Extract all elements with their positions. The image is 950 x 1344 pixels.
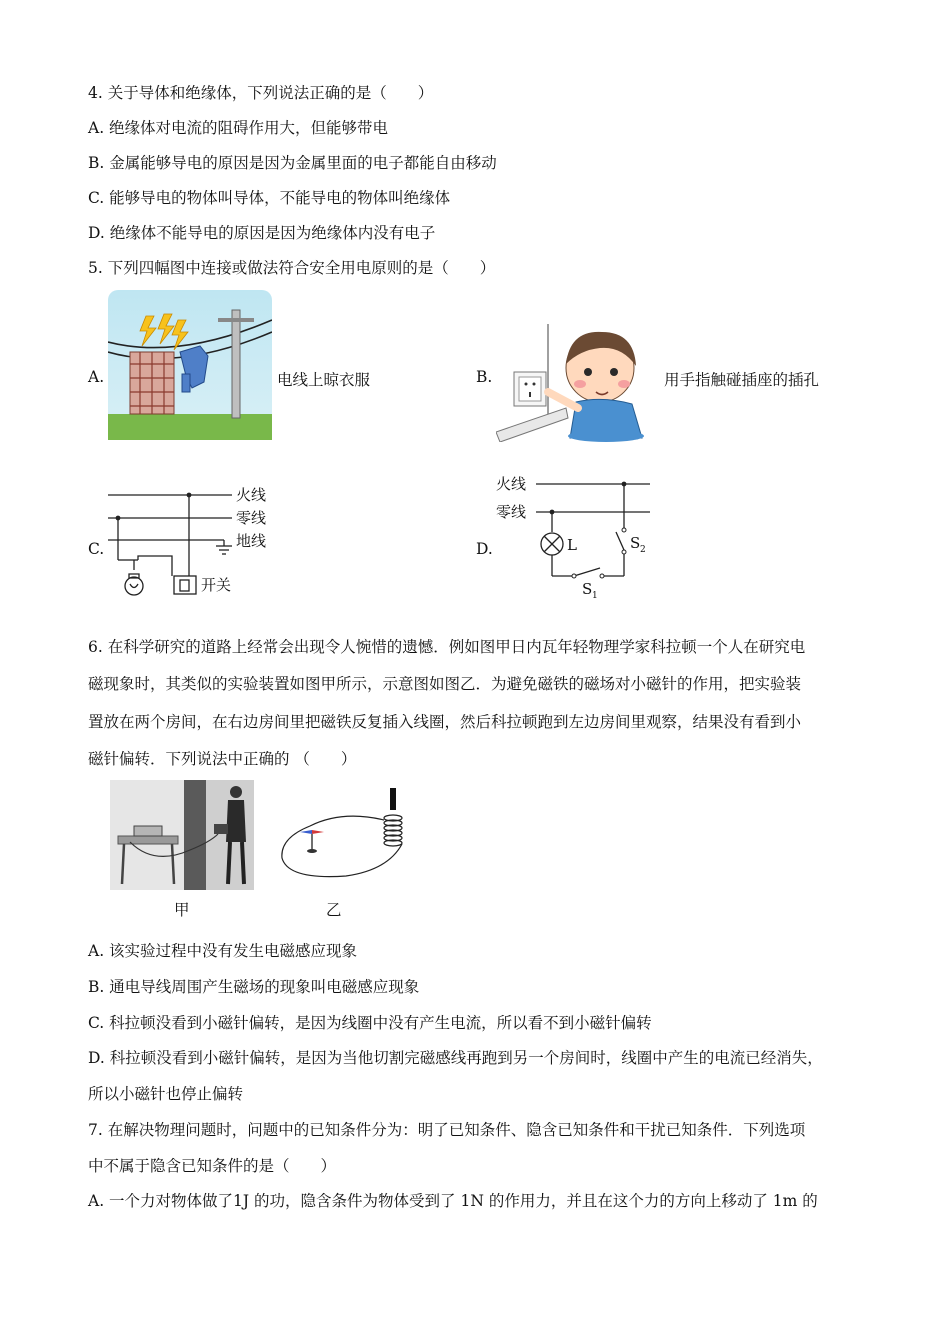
q7-stem-line-2: 中不属于隐含已知条件的是（ ） <box>88 1157 337 1175</box>
q4-option-c: C. 能够导电的物体叫导体，不能导电的物体叫绝缘体 <box>88 189 451 207</box>
d-live-wire-label: 火线 <box>496 475 527 493</box>
q5-a-label: A. <box>88 368 105 386</box>
q6-stem-line-4: 磁针偏转．下列说法中正确的 （ ） <box>88 750 357 768</box>
q7-stem-line-1: 7. 在解决物理问题时，问题中的已知条件分为：明了已知条件、隐含已知条件和干扰已知条件．下列选项 <box>88 1121 806 1139</box>
q6-stem-line-2: 磁现象时，其类似的实验装置如图甲所示，示意图如图乙．为避免磁铁的磁场对小磁针的作用，把实验装 <box>88 675 802 693</box>
s1-label: S <box>582 580 593 598</box>
neutral-wire-label: 零线 <box>236 509 267 527</box>
q6-stem-line-3: 置放在两个房间，在右边房间里把磁铁反复插入线圈，然后科拉顿跑到左边房间里观察，结果没有看到小 <box>88 713 802 731</box>
q4-option-b: B. 金属能够导电的原因是因为金属里面的电子都能自由移动 <box>88 154 497 172</box>
q6-option-a: A. 该实验过程中没有发生电磁感应现象 <box>88 942 358 960</box>
s1-subscript: 1 <box>592 591 598 601</box>
figure-yi-caption: 乙 <box>326 901 342 919</box>
ground-wire-label: 地线 <box>236 532 267 550</box>
live-wire-label: 火线 <box>236 486 267 504</box>
q7-option-a: A. 一个力对物体做了1J 的功，隐含条件为物体受到了 1N 的作用力，并且在这个力的方向上移动了 1m 的 <box>88 1192 818 1210</box>
lamp-label: L <box>567 536 577 554</box>
q4-option-a: A. 绝缘体对电流的阻碍作用大，但能够带电 <box>88 119 389 137</box>
figure-jia-caption: 甲 <box>174 901 190 919</box>
q5-b-caption: 用手指触碰插座的插孔 <box>664 371 820 389</box>
switch-label: 开关 <box>201 576 232 594</box>
child-touching-socket-illustration <box>496 320 660 442</box>
q6-stem-line-1: 6. 在科学研究的道路上经常会出现令人惋惜的遗憾．例如图甲日内瓦年轻物理学家科拉顿一个人在研究电 <box>88 638 806 656</box>
drying-clothes-on-wire-illustration <box>108 290 272 440</box>
lamp-two-switch-circuit-diagram <box>494 468 664 602</box>
q4-option-d: D. 绝缘体不能导电的原因是因为绝缘体内没有电子 <box>88 224 436 242</box>
q5-stem: 5. 下列四幅图中连接或做法符合安全用电原则的是（ ） <box>88 259 496 277</box>
q6-option-d-line-1: D. 科拉顿没看到小磁针偏转，是因为当他切割完磁感线再跑到另一个房间时，线圈中产生的电流已经消失， <box>88 1049 823 1067</box>
q5-b-label: B. <box>476 368 493 386</box>
q5-c-label: C. <box>88 540 105 558</box>
colladon-experiment-photo <box>110 780 254 890</box>
q6-option-d-line-2: 所以小磁针也停止偏转 <box>88 1085 244 1103</box>
q6-option-c: C. 科拉顿没看到小磁针偏转，是因为线圈中没有产生电流，所以看不到小磁针偏转 <box>88 1014 652 1032</box>
q4-stem: 4. 关于导体和绝缘体，下列说法正确的是（ ） <box>88 84 434 102</box>
s2-label: S <box>630 534 641 552</box>
q5-a-caption: 电线上晾衣服 <box>277 371 371 389</box>
three-wire-circuit-diagram <box>104 480 284 602</box>
colladon-schematic-diagram <box>276 784 416 884</box>
d-neutral-wire-label: 零线 <box>496 503 527 521</box>
q5-d-label: D. <box>476 540 493 558</box>
q6-option-b: B. 通电导线周围产生磁场的现象叫电磁感应现象 <box>88 978 420 996</box>
s2-subscript: 2 <box>640 545 646 555</box>
